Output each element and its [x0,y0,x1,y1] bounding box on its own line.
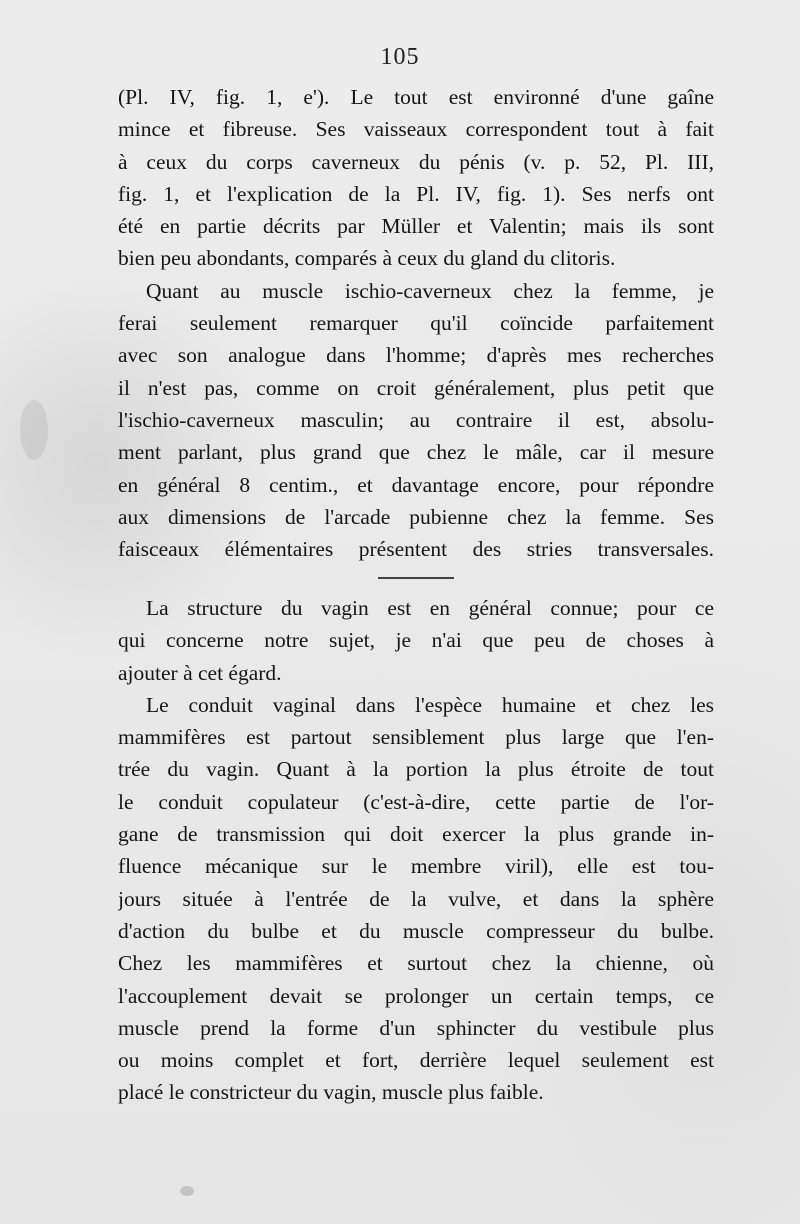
text-line: l'accouplement devait se prolonger un certain temps, ce [118,983,714,1008]
text-line: en général 8 centim., et davantage encore, pour répondre [118,472,714,497]
text-line: le conduit copulateur (c'est-à-dire, cette partie de l'or- [118,789,714,814]
text-line: placé le constricteur du vagin, muscle plus faible. [118,1080,544,1105]
text-line: gane de transmission qui doit exercer la plus grande in- [118,822,714,847]
paper-stain [180,1186,194,1196]
paragraph-start-line: Quant au muscle ischio-caverneux chez la femme, je [146,278,714,303]
text-line: jours située à l'entrée de la vulve, et dans la sphère [118,886,714,911]
text-line: ajouter à cet égard. [118,660,282,685]
text-block-muscle [118,81,714,565]
text-line: ferai seulement remarquer qu'il coïncide parfaitement [118,311,714,336]
text-line: (Pl. IV, fig. 1, e'). Le tout est environné d'une gaîne [118,85,714,109]
text-line: d'action du bulbe et du muscle compresseur du bulbe. [118,918,714,943]
text-line: l'ischio-caverneux masculin; au contraire il est, absolu- [118,407,714,432]
text-line: ou moins complet et fort, derrière lequel seulement est [118,1048,714,1073]
text-line: avec son analogue dans l'homme; d'après mes recherches [118,343,714,368]
text-line: faisceaux élémentaires présentent des stries transversales. [118,537,714,562]
text-block-vagin [118,592,714,1109]
text-line: qui concerne notre sujet, je n'ai que peu de choses à [118,628,714,653]
text-line: bien peu abondants, comparés à ceux du gland du clitoris. [118,246,616,271]
text-line: fig. 1, et l'explication de la Pl. IV, fig. 1). Ses nerfs ont [118,181,714,206]
paragraph-start-line: La structure du vagin est en général connue; pour ce [146,596,714,620]
text-line: à ceux du corps caverneux du pénis (v. p. 52, Pl. III, [118,149,714,174]
text-line: trée du vagin. Quant à la portion la plus étroite de tout [118,757,714,782]
text-line: fluence mécanique sur le membre viril), elle est tou- [118,854,714,879]
text-line: mammifères est partout sensiblement plus large que l'en- [118,725,714,750]
paper-stain [20,400,48,460]
text-line: Chez les mammifères et surtout chez la chienne, où [118,951,714,976]
text-line: aux dimensions de l'arcade pubienne chez la femme. Ses [118,504,714,529]
section-divider [378,577,454,579]
page-number: 105 [380,44,420,70]
text-line: il n'est pas, comme on croit généralement, plus petit que [118,375,714,400]
text-line: muscle prend la forme d'un sphincter du vestibule plus [118,1015,714,1040]
paragraph-start-line: Le conduit vaginal dans l'espèce humaine et chez les [146,692,714,717]
text-line: été en partie décrits par Müller et Valentin; mais ils sont [118,214,714,239]
text-line: ment parlant, plus grand que chez le mâle, car il mesure [118,440,714,465]
text-line: mince et fibreuse. Ses vaisseaux correspondent tout à fait [118,117,714,142]
